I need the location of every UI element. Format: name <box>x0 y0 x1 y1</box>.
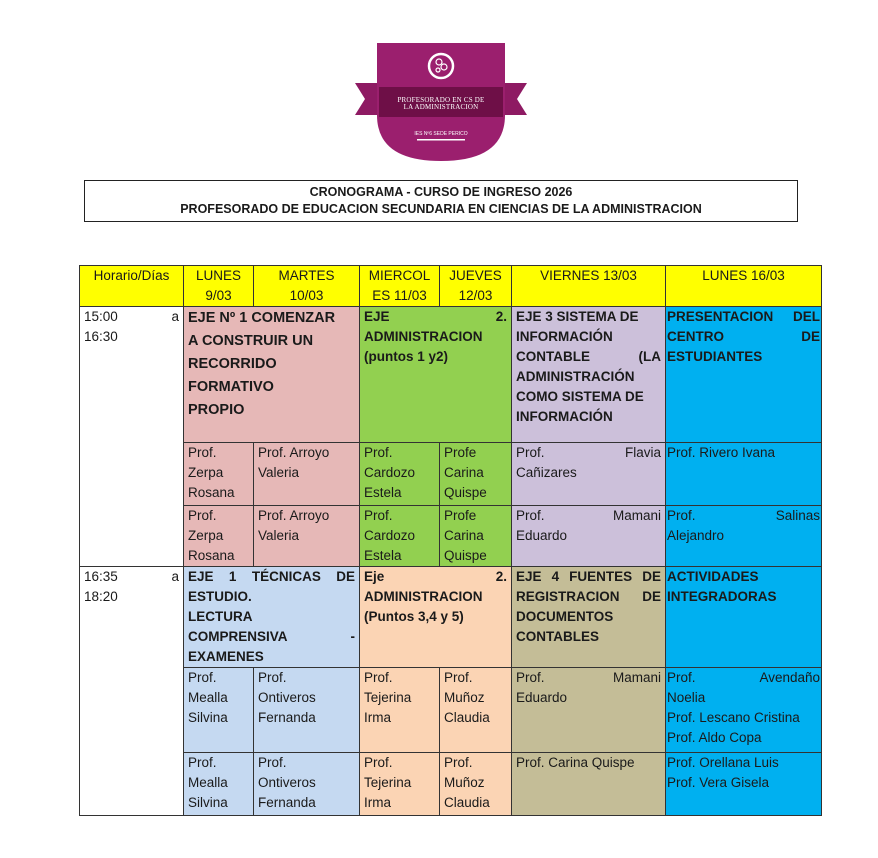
block2-r2-jueves: Prof. Muñoz Claudia <box>440 753 512 816</box>
schedule-table <box>79 265 822 816</box>
header-row <box>80 266 822 307</box>
header-viernes: VIERNES 13/03 <box>512 266 666 307</box>
block2-r1-martes: Prof. Ontiveros Fernanda <box>254 668 360 753</box>
block1-r2-lunes: Prof. Zerpa Rosana <box>184 506 254 567</box>
block2-r2-miercoles: Prof. Tejerina Irma <box>360 753 440 816</box>
logo-line-3: IES Nº6 SEDE PERICO <box>414 131 468 137</box>
block1-eje1: EJE Nº 1 COMENZAR A CONSTRUIR UN RECORRIDO FORMATIVO PROPIO <box>184 307 360 443</box>
block2-r1-viernes: Prof. Mamani Eduardo <box>512 668 666 753</box>
header-time: Horario/Días <box>80 266 184 307</box>
block2-teacher-row-2 <box>80 753 822 816</box>
block1-topic-row <box>80 307 822 443</box>
block2-topic-row <box>80 567 822 668</box>
block1-r2-jueves: Profe Carina Quispe <box>440 506 512 567</box>
logo-line-1: PROFESORADO EN CS DE <box>397 96 485 104</box>
block1-r1-viernes: Prof. Flavia Cañizares <box>512 443 666 506</box>
block1-eje3: EJE 3 SISTEMA DE INFORMACIÓN CONTABLE (LA ADMINISTRACIÓN COMO SISTEMA DE INFORMACIÓN <box>512 307 666 443</box>
block2-r2-martes: Prof. Ontiveros Fernanda <box>254 753 360 816</box>
header-martes: MARTES 10/03 <box>254 266 360 307</box>
block1-eje2: EJE 2. ADMINISTRACION (puntos 1 y2) <box>360 307 512 443</box>
header-jueves: JUEVES 12/03 <box>440 266 512 307</box>
block1-r1-jueves: Profe Carina Quispe <box>440 443 512 506</box>
block1-lunes2: PRESENTACION DEL CENTRO DE ESTUDIANTES <box>666 307 822 443</box>
block2-teacher-row-1 <box>80 668 822 753</box>
block2-r2-lunes2: Prof. Orellana Luis Prof. Vera Gisela <box>666 753 822 816</box>
document-title-box <box>84 180 798 222</box>
header-lunes: LUNES 9/03 <box>184 266 254 307</box>
block1-r2-martes: Prof. Arroyo Valeria <box>254 506 360 567</box>
block2-r2-lunes: Prof. Mealla Silvina <box>184 753 254 816</box>
header-lunes2: LUNES 16/03 <box>666 266 822 307</box>
block2-eje4: EJE 4 FUENTES DE REGISTRACION DE DOCUMENTOS CONTABLES <box>512 567 666 668</box>
block2-r1-lunes2: Prof. Avendaño Noelia Prof. Lescano Cristina Prof. Aldo Copa <box>666 668 822 753</box>
block2-r1-jueves: Prof. Muñoz Claudia <box>440 668 512 753</box>
block1-time: 15:00 a 16:30 <box>80 307 184 567</box>
block1-r1-lunes2: Prof. Rivero Ivana <box>666 443 822 506</box>
block2-r1-miercoles: Prof. Tejerina Irma <box>360 668 440 753</box>
header-miercoles: MIERCOL ES 11/03 <box>360 266 440 307</box>
title-line-2: PROFESORADO DE EDUCACION SECUNDARIA EN CIENCIAS DE LA ADMINISTRACION <box>180 202 702 216</box>
title-line-1: CRONOGRAMA - CURSO DE INGRESO 2026 <box>309 185 573 199</box>
block1-r2-lunes2: Prof. Salinas Alejandro <box>666 506 822 567</box>
institution-logo <box>355 43 527 161</box>
block1-teacher-row-1 <box>80 443 822 506</box>
block1-r1-martes: Prof. Arroyo Valeria <box>254 443 360 506</box>
block2-eje2: Eje 2. ADMINISTRACION (Puntos 3,4 y 5) <box>360 567 512 668</box>
block2-r1-lunes: Prof. Mealla Silvina <box>184 668 254 753</box>
block1-r2-miercoles: Prof. Cardozo Estela <box>360 506 440 567</box>
logo-line-2: LA ADMINISTRACION <box>403 103 479 111</box>
block1-r1-lunes: Prof. Zerpa Rosana <box>184 443 254 506</box>
block2-r2-viernes: Prof. Carina Quispe <box>512 753 666 816</box>
block1-teacher-row-2 <box>80 506 822 567</box>
block2-lunes2: ACTIVIDADES INTEGRADORAS <box>666 567 822 668</box>
block1-r2-viernes: Prof. Mamani Eduardo <box>512 506 666 567</box>
block2-eje1: EJE 1 TÉCNICAS DE ESTUDIO. LECTURA COMPRENSIVA - EXAMENES <box>184 567 360 668</box>
block2-time: 16:35 a 18:20 <box>80 567 184 816</box>
block1-r1-miercoles: Prof. Cardozo Estela <box>360 443 440 506</box>
